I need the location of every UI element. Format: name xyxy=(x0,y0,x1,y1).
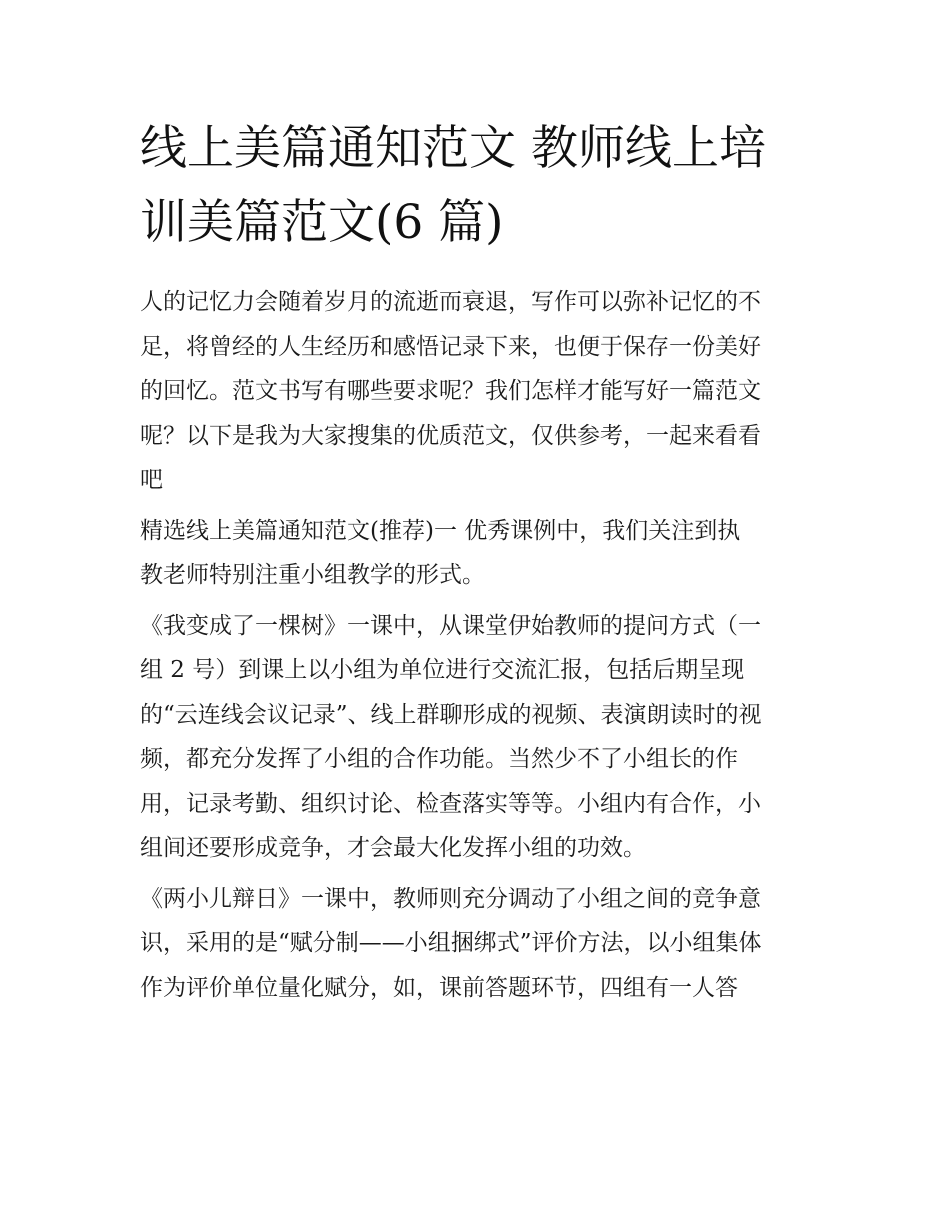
text-line: 《两小儿辩日》一课中，教师则充分调动了小组之间的竞争意 xyxy=(140,885,761,912)
text-line: 足，将曾经的人生经历和感悟记录下来，也便于保存一份美好 xyxy=(140,333,761,360)
body-paragraph xyxy=(140,604,820,871)
document-body xyxy=(140,280,820,1016)
text-line: 呢？以下是我为大家搜集的优质范文，仅供参考，一起来看看 xyxy=(140,422,761,449)
text-line: 吧 xyxy=(140,467,163,493)
intro-paragraph xyxy=(140,280,820,503)
title-line: 线上美篇通知范文 教师线上培 xyxy=(140,121,766,176)
text-line: 识，采用的是“赋分制——小组捆绑式”评价方法，以小组集体 xyxy=(140,930,762,956)
text-line: 的“云连线会议记录”、线上群聊形成的视频、表演朗读时的视 xyxy=(140,701,762,728)
text-line: 用，记录考勤、组织讨论、检查落实等等。小组内有合作，小 xyxy=(140,790,761,817)
text-line: 的回忆。范文书写有哪些要求呢？我们怎样才能写好一篇范文 xyxy=(140,378,761,404)
text-line: 组间还要形成竞争，才会最大化发挥小组的功效。 xyxy=(140,835,646,861)
text-line: 精选线上美篇通知范文(推荐)一 优秀课例中，我们关注到执 xyxy=(140,517,741,544)
text-line: 教老师特别注重小组教学的形式。 xyxy=(140,562,485,588)
body-paragraph xyxy=(140,877,820,1011)
text-line: 作为评价单位量化赋分，如，课前答题环节，四组有一人答 xyxy=(140,974,738,1001)
text-line: 人的记忆力会随着岁月的流逝而衰退，写作可以弥补记忆的不 xyxy=(140,289,761,315)
section-paragraph xyxy=(140,509,820,598)
title-line: 训美篇范文(6 篇) xyxy=(140,195,504,250)
document-title xyxy=(140,112,830,260)
text-line: 频，都充分发挥了小组的合作功能。当然少不了小组长的作 xyxy=(140,746,738,772)
text-line: 组 2 号）到课上以小组为单位进行交流汇报，包括后期呈现 xyxy=(140,657,745,683)
text-line: 《我变成了一棵树》一课中，从课堂伊始教师的提问方式（一 xyxy=(140,612,761,639)
